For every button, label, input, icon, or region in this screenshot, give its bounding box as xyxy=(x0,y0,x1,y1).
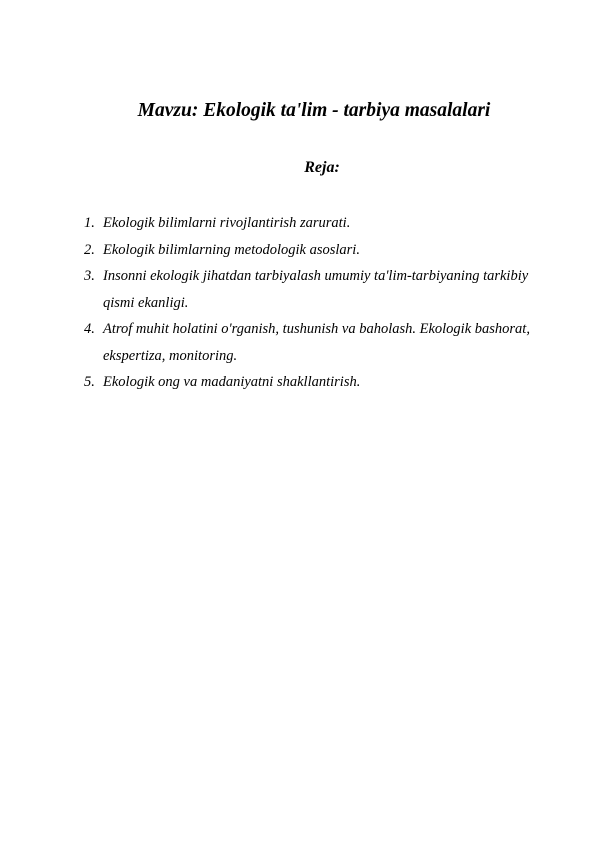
plan-item-3 xyxy=(84,263,544,316)
plan-list xyxy=(84,210,544,396)
plan-item-number: 5. xyxy=(84,374,95,390)
plan-item-number: 2. xyxy=(84,241,95,258)
plan-item-number: 1. xyxy=(84,215,95,231)
plan-item-4 xyxy=(84,316,544,369)
plan-item-1 xyxy=(84,210,544,237)
plan-item-text: Atrof muhit holatini o'rganish, tushunish va baholash. Ekologik bashorat, ekspertiza, monitoring. xyxy=(103,321,530,364)
plan-item-number: 4. xyxy=(84,321,95,337)
plan-item-text: Ekologik bilimlarning metodologik asoslari. xyxy=(103,241,360,258)
plan-item-text: Ekologik ong va madaniyatni shakllantirish. xyxy=(103,374,361,390)
plan-item-text: Insonni ekologik jihatdan tarbiyalash umumiy ta'lim-tarbiyaning tarkibiy qismi ekanligi. xyxy=(103,268,529,311)
plan-item-5 xyxy=(84,369,544,396)
plan-item-2 xyxy=(84,237,544,264)
page-title: Mavzu: Ekologik ta'lim - tarbiya masalalari xyxy=(137,100,491,121)
plan-item-number: 3. xyxy=(84,268,95,284)
plan-heading: Reja: xyxy=(304,159,340,176)
plan-item-text: Ekologik bilimlarni rivojlantirish zarurati. xyxy=(103,215,351,231)
